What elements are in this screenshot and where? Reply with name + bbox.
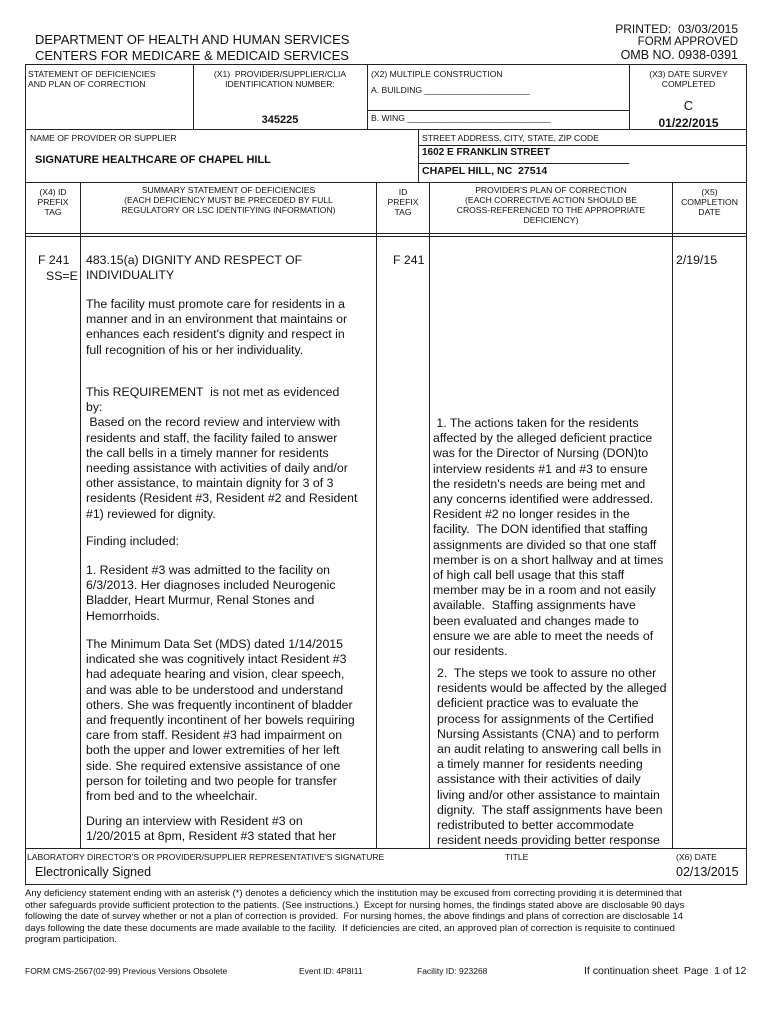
form-approved: FORM APPROVED [637, 36, 738, 48]
rule [367, 64, 368, 129]
rule [376, 182, 377, 848]
printed-date: PRINTED: 03/03/2015 [615, 22, 738, 36]
summary-paragraph: Finding included: [86, 534, 179, 548]
signature-date: 02/13/2015 [676, 865, 739, 879]
form-number: FORM CMS-2567(02-99) Previous Versions Obsolete [25, 966, 228, 976]
deficiency-title: 483.15(a) DIGNITY AND RESPECT OF INDIVIDUALITY [86, 253, 303, 283]
page-number: If continuation sheet Page 1 of 12 [584, 965, 747, 977]
x2-wing: B. WING ______________________________ [371, 113, 551, 123]
x1-value: 345225 [261, 114, 299, 126]
disclaimer: Any deficiency statement ending with an asterisk (*) denotes a deficiency which the institution may be excused from correcting providing it is determined that other safeguards provide sufficient protection to the patients. (See instructions.) Except for nursing homes, the findings stated above are disclosable 90 days following the date of survey whether or not a plan of correction is provided. For nursing homes, the above findings and plans of correction are disclosable 14 days following the date these documents are made available to the facility. If deficiencies are cited, an approved plan of correction is requisite to continued program participation. [25, 888, 685, 946]
x1-label: (X1) PROVIDER/SUPPLIER/CLIA IDENTIFICATION NUMBER: [213, 69, 347, 89]
rule [418, 145, 747, 146]
rule [367, 110, 629, 111]
summary-header: SUMMARY STATEMENT OF DEFICIENCIES (EACH DEFICIENCY MUST BE PRECEDED BY FULL REGULATORY OR LSC IDENTIFYING INFORMATION) [121, 185, 336, 215]
statement-label: STATEMENT OF DEFICIENCIES AND PLAN OF CORRECTION [28, 69, 156, 89]
title-label: TITLE [505, 852, 529, 862]
summary-paragraph: This REQUIREMENT is not met as evidenced by: Based on the record review and interview with residents and staff, the facility failed to answer the call bells in a timely manner for residents needing assistance with activities of daily and/or other assistance, to maintain dignity for 3 of 3 residents (Resident #3, Resident #2 and Resident #1) reviewed for dignity. [86, 385, 358, 521]
plan-header: PROVIDER'S PLAN OF CORRECTION (EACH CORRECTIVE ACTION SHOULD BE CROSS-REFERENCED TO THE APPROPRIATE DEFICIENCY) [456, 185, 646, 225]
facility-id: Facility ID: 923268 [417, 966, 488, 976]
rule [429, 182, 430, 848]
provider-name: SIGNATURE HEALTHCARE OF CHAPEL HILL [35, 154, 271, 166]
summary-paragraph: The Minimum Data Set (MDS) dated 1/14/2015 indicated she was cognitively intact Resident #3 had adequate hearing and vision, clear speech, and was able to be understood and understand others. She was frequently incontinent of bladder and frequently incontinent of her bowels requiring care from staff. Resident #3 had impairment on both the upper and lower extremities of her left side. She required extensive assistance of one person for toileting and two people for transfer from bed and to the wheelchair. [86, 637, 355, 804]
rule [746, 64, 747, 884]
rule [418, 163, 629, 164]
rule [672, 182, 673, 848]
x3-date: 01/22/2015 [658, 116, 719, 130]
x6-date-label: (X6) DATE [676, 852, 717, 862]
signature-value: Electronically Signed [35, 865, 152, 879]
rule [629, 64, 630, 129]
signature-label: LABORATORY DIRECTOR'S OR PROVIDER/SUPPLIER REPRESENTATIVE'S SIGNATURE [27, 852, 385, 862]
x5-header: (X5) COMPLETION DATE [681, 187, 738, 217]
address-city: CHAPEL HILL, NC 27514 [422, 165, 548, 177]
provider-name-label: NAME OF PROVIDER OR SUPPLIER [30, 133, 177, 143]
plan-paragraph: 2. The steps we took to assure no other residents would be affected by the alleged deficient practice was to evaluate the process for assignments of the Certified Nursing Assistants (CNA) and to perform an audit relating to answering call bells in a timely manner for residents needing assistance with their activities of daily living and/or other assistance to maintain dignity. The staff assignments have been redistributed to better accommodate resident needs providing better response [437, 666, 667, 848]
rule [25, 233, 747, 234]
x4-header: (X4) ID PREFIX TAG [37, 187, 69, 217]
department-name: DEPARTMENT OF HEALTH AND HUMAN SERVICES [35, 32, 350, 47]
rule [25, 884, 747, 885]
rule [25, 236, 747, 237]
rule [25, 129, 747, 130]
event-id: Event ID: 4P8I11 [299, 966, 363, 976]
scope-severity: SS=E [46, 269, 78, 283]
plan-paragraph: 1. The actions taken for the residents affected by the alleged deficient practice was for the Director of Nursing (DON)to interview residents #1 and #3 to ensure the residetn's needs are being met and any concerns identified were addressed. Resident #2 no longer resides in the facility. The DON identified that staffing assignments are divided so that one staff member is on a short hallway and at times of high call bell usage that this staff member may be in a room and not easily available. Staffing assignments have been evaluated and changes made to ensure we are able to meet the needs of our residents. [433, 416, 664, 659]
rule [418, 129, 419, 182]
summary-paragraph: During an interview with Resident #3 on 1/20/2015 at 8pm, Resident #3 stated that her [86, 814, 337, 844]
summary-paragraph: The facility must promote care for residents in a manner and in an environment that maintains or enhances each resident's dignity and respect in full recognition of his or her individuality. [86, 297, 348, 357]
completion-date: 2/19/15 [676, 253, 718, 267]
summary-paragraph: 1. Resident #3 was admitted to the facility on 6/3/2013. Her diagnoses included Neurogenic Bladder, Heart Murmur, Renal Stones and Hemorrhoids. [86, 563, 336, 623]
x2-label: (X2) MULTIPLE CONSTRUCTION [371, 69, 503, 79]
omb-number: OMB NO. 0938-0391 [620, 48, 738, 62]
address-label: STREET ADDRESS, CITY, STATE, ZIP CODE [422, 133, 599, 143]
x3-code: C [683, 98, 694, 113]
prefix-tag: F 241 [38, 253, 70, 267]
rule [25, 182, 747, 183]
id-header: ID PREFIX TAG [387, 187, 419, 217]
x3-label: (X3) DATE SURVEY COMPLETED [649, 69, 728, 89]
rule [193, 64, 194, 129]
address-street: 1602 E FRANKLIN STREET [422, 147, 550, 158]
id-prefix-tag: F 241 [393, 253, 425, 267]
rule [25, 64, 747, 65]
centers-name: CENTERS FOR MEDICARE & MEDICAID SERVICES [35, 48, 349, 63]
rule [80, 182, 81, 848]
x2-building: A. BUILDING ______________________ [371, 85, 530, 95]
